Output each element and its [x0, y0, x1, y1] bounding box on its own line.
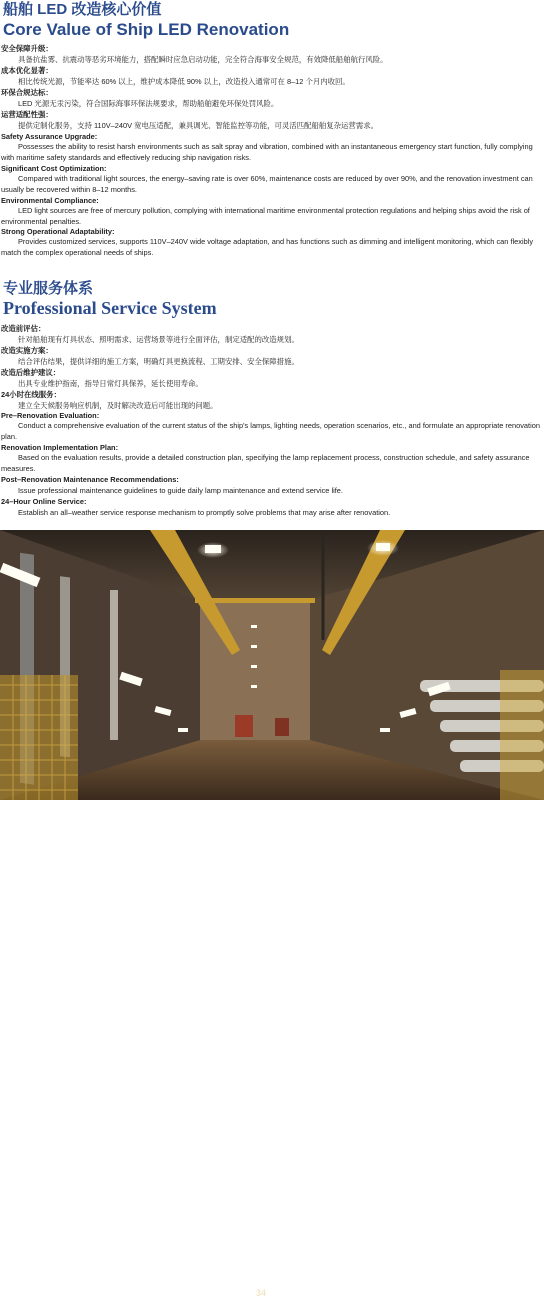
s1-cn-label-1: 安全保障升级：: [1, 44, 53, 53]
s2-en-label-3: Post–Renovation Maintenance Recommendations:: [1, 475, 179, 484]
s1-en-text-4: Provides customized services, supports 110V–240V wide voltage adaptation, and has functions such as dimming and intelligent monitoring, which can flexibly match the complex operational needs of ships.: [1, 237, 534, 257]
s1-cn-label-2: 成本优化显著：: [1, 66, 53, 75]
s2-cn-label-1: 改造前评估：: [1, 324, 46, 333]
s1-en-text-1: Possesses the ability to resist harsh environments such as salt spray and vibration, combined with an instantaneous emergency start function, fully complying with maritime safety standards and effectively reducing ship navigation risks.: [1, 142, 533, 162]
section1-title-cn: 船舶 LED 改造核心价值: [3, 1, 162, 18]
s2-en-label-2: Renovation Implementation Plan:: [1, 443, 119, 452]
s2-en-label-4: 24–Hour Online Service:: [1, 497, 87, 506]
s1-cn-label-3: 环保合规达标：: [1, 88, 53, 97]
s1-en-label-2: Significant Cost Optimization:: [1, 164, 107, 173]
s2-en-text-1: Conduct a comprehensive evaluation of the current status of the ship's lamps, lighting needs, operation scenarios, etc., and formulate an appropriate renovation plan.: [1, 421, 540, 441]
ship-interior-photo: [0, 530, 544, 1298]
s2-cn-text-3: 出具专业维护指南，指导日常灯具保养，延长使用寿命。: [18, 379, 203, 388]
s2-cn-label-3: 改造后维护建议：: [1, 368, 61, 377]
ship-interior-illustration: [0, 530, 544, 800]
s2-cn-text-2: 结合评估结果，提供详细的施工方案，明确灯具更换流程、工期安排、安全保障措施。: [18, 357, 299, 366]
s1-en-label-1: Safety Assurance Upgrade:: [1, 132, 98, 141]
s1-en-text-3: LED light sources are free of mercury pollution, complying with international maritime environmental protection regulations and helping ships avoid the risk of environmental penalties.: [1, 206, 530, 226]
s1-en-text-2: Compared with traditional light sources, the energy–saving rate is over 60%, maintenance costs are reduced by over 90%, and the renovation investment can usually be recovered within 8–12 months.: [1, 174, 533, 194]
section2-title-en: Professional Service System: [3, 298, 217, 318]
page-number: 34: [256, 1288, 267, 1298]
s2-cn-text-1: 针对船舶现有灯具状态、照明需求、运营场景等进行全面评估，制定适配的改造规划。: [18, 335, 299, 344]
s2-en-label-1: Pre–Renovation Evaluation:: [1, 411, 100, 420]
s2-en-text-2: Based on the evaluation results, provide a detailed construction plan, specifying the lamp replacement process, construction schedule, and safety assurance measures.: [1, 453, 530, 473]
s1-cn-label-4: 运营适配性强：: [1, 110, 53, 119]
s1-en-label-4: Strong Operational Adaptability:: [1, 227, 115, 236]
s2-cn-text-4: 建立全天候服务响应机制，及时解决改造后可能出现的问题。: [18, 401, 218, 410]
s1-cn-text-3: LED 光源无汞污染，符合国际海事环保法规要求，帮助船舶避免环保处罚风险。: [18, 99, 279, 108]
s2-cn-label-4: 24小时在线服务：: [1, 390, 61, 399]
s1-en-label-3: Environmental Compliance:: [1, 196, 99, 205]
section2-title-cn: 专业服务体系: [3, 280, 94, 297]
section1-title-en: Core Value of Ship LED Renovation: [3, 20, 290, 39]
s2-en-text-3: Issue professional maintenance guidelines to guide daily lamp maintenance and extend service life.: [18, 486, 343, 495]
s1-cn-text-4: 提供定制化服务，支持 110V–240V 宽电压适配，兼具调光、智能监控等功能，可灵活匹配船舶复杂运营需求。: [18, 121, 378, 130]
s2-en-text-4: Establish an all–weather service response mechanism to promptly solve problems that may arise after renovation.: [18, 508, 391, 517]
s2-cn-label-2: 改造实施方案：: [1, 346, 53, 355]
s1-cn-text-1: 具备抗盐雾、抗震动等恶劣环境能力，搭配瞬时应急启动功能，完全符合海事安全规范，有效降低船舶航行风险。: [18, 55, 388, 64]
s1-cn-text-2: 相比传统光源，节能率达 60% 以上，维护成本降低 90% 以上，改造投入通常可在 8–12 个月内收回。: [18, 77, 350, 86]
